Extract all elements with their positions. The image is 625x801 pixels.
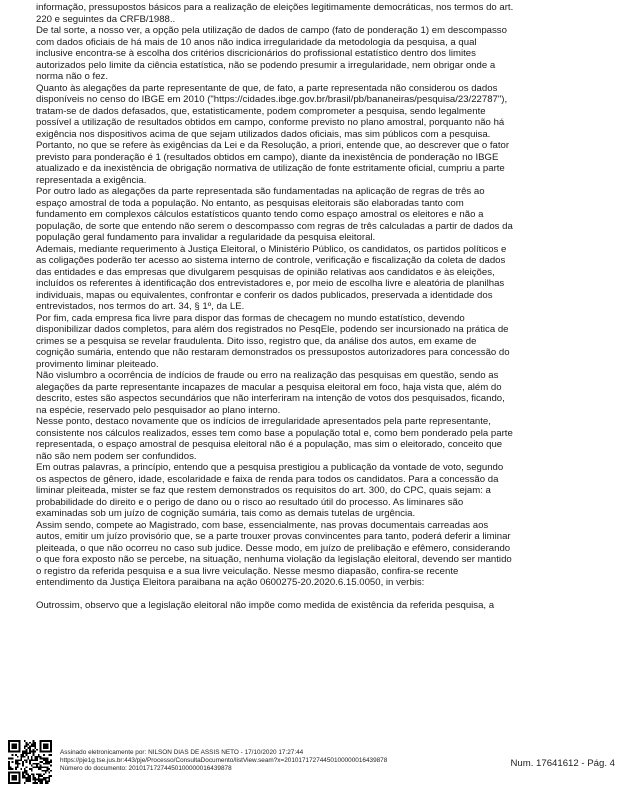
text-line: Em outras palavras, a princípio, entendo que a pesquisa prestigiou a publicação da vontade de voto, segundo	[36, 462, 504, 473]
qr-code-icon	[8, 740, 52, 784]
text-line: o registro da referida pesquisa e a sua livre veiculação. Nesse mesmo diapasão, confira-se recente	[36, 565, 459, 577]
text-line: Ademais, mediante requerimento à Justiça Eleitoral, o Ministério Público, os candidatos, os partidos políticos e	[36, 243, 507, 255]
text-line: autos, emitir um juízo provisório que, se a parte trouxer provas convincentes para tanto, poderá deferir a liminar	[36, 531, 511, 542]
text-line: entrevistados, nos termos do art. 34, § 1º, da LE.	[36, 301, 245, 312]
paragraph	[36, 25, 596, 83]
text-line: população geral fundamento para invalidar a regularidade da pesquisa eleitoral.	[36, 232, 376, 243]
text-line: possível a utilização de resultados obtidos em campo, conforme previsto no plano amostral, porquanto não há	[36, 117, 505, 128]
text-line: na espécie, reservado pelo pesquisador ao plano interno.	[36, 404, 281, 416]
text-line: Por fim, cada empresa fica livre para dispor das formas de checagem no mundo estatístico, devendo	[36, 312, 465, 324]
text-line: probabilidade do direito e o perigo de dano ou o risco ao resultado útil do processo. As liminares são	[36, 496, 464, 508]
text-line: Por outro lado as alegações da parte representada são fundamentadas na aplicação de regras de três ao	[36, 186, 485, 197]
text-line: não são nem podem ser confundidos.	[36, 450, 197, 462]
paragraph	[36, 140, 596, 186]
text-line: exigência nos dispositivos acima de que sejam utilizados dados oficiais, mas sim públicos com a pesquisa.	[36, 128, 491, 140]
paragraph	[36, 186, 596, 244]
document-footer	[0, 740, 625, 801]
paragraph	[36, 462, 596, 520]
text-line: atualizado e da inexistência de obrigação normativa de utilização de fonte estritamente oficial, cumpriu a parte	[36, 163, 505, 174]
text-line: 220 e seguintes da CRFB/1988..	[36, 13, 176, 25]
text-line: Assim sendo, compete ao Magistrado, com base, essencialmente, nas provas documentais carreadas aos	[36, 519, 489, 531]
text-line: crimes se a pesquisa se revelar fraudulenta. Dito isso, registro que, da análise dos autos, em exame de	[36, 335, 477, 347]
text-line: entendimento da Justiça Eleitora paraibana na ação 0600275-20.2020.6.15.0050, in verbis:	[36, 577, 425, 588]
document-number-line: Número do documento: 20101717274450100000016439878	[60, 765, 232, 773]
paragraph	[36, 520, 596, 589]
text-line: norma não o fez.	[36, 71, 108, 82]
paragraph	[36, 370, 596, 416]
signature-block	[60, 749, 387, 774]
text-line: descrito, estes são aspectos secundários que não interferiram na intenção de votos dos pesquisados, ficando,	[36, 393, 505, 404]
text-line: representada a exigência.	[36, 174, 147, 186]
text-line: autorizados pelo limite da ciência estatística, não se podendo presumir a irregularidade, nem obrigar onde a	[36, 59, 496, 71]
text-line: informação, pressupostos básicos para a realização de eleições legitimamente democráticas, nos termos do art.	[36, 2, 514, 13]
paragraph	[36, 313, 596, 371]
text-line: cognição sumária, entendo que não restaram demonstrados os pressupostos autorizadores para concessão do	[36, 347, 510, 358]
signed-by-line: Assinado eletronicamente por: NILSON DIAS DE ASSIS NETO - 17/10/2020 17:27:44	[60, 749, 304, 756]
text-line: representada, o espaço amostral de pesquisa eleitoral não é a população, mas sim o eleitorado, conceito que	[36, 439, 503, 450]
text-line: espaço amostral de toda a população. No entanto, as pesquisas eleitorais são elaboradas tanto com	[36, 197, 464, 209]
text-line: inclusive encontra-se à escolha dos critérios discricionários do profissional estatístico dentro dos limites	[36, 48, 476, 59]
text-line: tratam-se de dados defasados, que, estatisticamente, podem comprometer a pesquisa, sendo legalmente	[36, 105, 486, 117]
paragraph	[36, 2, 596, 25]
paragraph	[36, 600, 596, 612]
paragraph	[36, 416, 596, 462]
text-line: alegações da parte representante incapazes de macular a pesquisa eleitoral em foco, haja vista que, além do	[36, 381, 502, 393]
paragraph	[36, 244, 596, 313]
text-line: das entidades e das empresas que divulgarem pesquisas de opinião relativas aos candidatos e às eleições,	[36, 266, 495, 278]
text-line: examinadas sob um juízo de cognição sumária, tais como as demais tutelas de urgência.	[36, 508, 416, 519]
text-line: fundamento em complexos cálculos estatísticos quanto tendo como espaço amostral os eleitores e não a	[36, 209, 484, 220]
text-line: consistente nos cálculos realizados, esses tem como base a população total e, como bem ponderado pela parte	[36, 427, 513, 439]
text-line: as coligações poderão ter acesso ao sistema interno de controle, verificação e fiscalização da coleta de dados	[36, 255, 506, 266]
text-line: disponíveis no censo do IBGE em 2010 ("https://cidades.ibge.gov.br/brasil/pb/bananeiras/pesquisa/23/22787"),	[36, 94, 508, 105]
document-url-line[interactable]: https://pje1g.tse.jus.br:443/pje/Processo/ConsultaDocumento/listView.seam?x=20101717274450100000016439878	[60, 757, 388, 765]
text-line: com dados oficiais de há mais de 10 anos não indica irregularidade da metodologia da pesquisa, a qual	[36, 36, 477, 48]
text-line: previsto para ponderação é 1 (resultados obtidos em campo), diante da inexistência de ponderação no IBGE	[36, 151, 499, 163]
document-body	[36, 2, 596, 611]
text-line: população, de sorte que entendo não serem o descompasso com regras de três calculadas a partir de dados da	[36, 220, 513, 232]
text-line: Portanto, no que se refere às exigências da Lei e da Resolução, a priori, entende que, ao descrever que o fator	[36, 140, 510, 151]
text-line: liminar pleiteada, mister se faz que restem demonstrados os requisitos do art. 300, do CPC, quais sejam: a	[36, 485, 491, 496]
text-line: o que fora exposto não se percebe, na situação, nenhuma violação da legislação eleitoral, devendo ser mantido	[36, 554, 512, 565]
text-line: De tal sorte, a nosso ver, a opção pela utilização de dados de campo (fato de ponderação 1) em descompasso	[36, 25, 507, 36]
text-line: Não vislumbro a ocorrência de indícios de fraude ou erro na realização das pesquisas em questão, sendo as	[36, 370, 499, 381]
paragraph	[36, 83, 596, 141]
text-line: incluídos os referentes à identificação dos entrevistadores e, por meio de escolha livre e aleatória de planilhas	[36, 278, 505, 289]
text-line: Nesse ponto, destaco novamente que os indícios de irregularidade apresentados pela parte representante,	[36, 416, 491, 427]
text-line: provimento liminar pleiteado.	[36, 358, 159, 370]
text-line: os aspectos de gênero, idade, escolaridade e faixa de renda para todos os candidatos. Para a concessão da	[36, 473, 499, 485]
text-line: disponibilizar dados completos, para além dos registrados no PesqEle, podendo ser incursionado na prática de	[36, 324, 509, 335]
text-line: Quanto às alegações da parte representante de que, de fato, a parte representada não considerou os dados	[36, 82, 498, 94]
page-reference: Num. 17641612 - Pág. 4	[510, 758, 615, 769]
text-line: Outrossim, observo que a legislação eleitoral não impõe como medida de existência da referida pesquisa, a	[36, 599, 495, 611]
text-line: individuais, mapas ou equivalentes, confrontar e conferir os dados publicados, preservada a identidade dos	[36, 289, 493, 301]
text-line: pleiteada, o que não ocorreu no caso sub judice. Desse modo, em juízo de prelibação e efêmero, considerando	[36, 542, 511, 554]
